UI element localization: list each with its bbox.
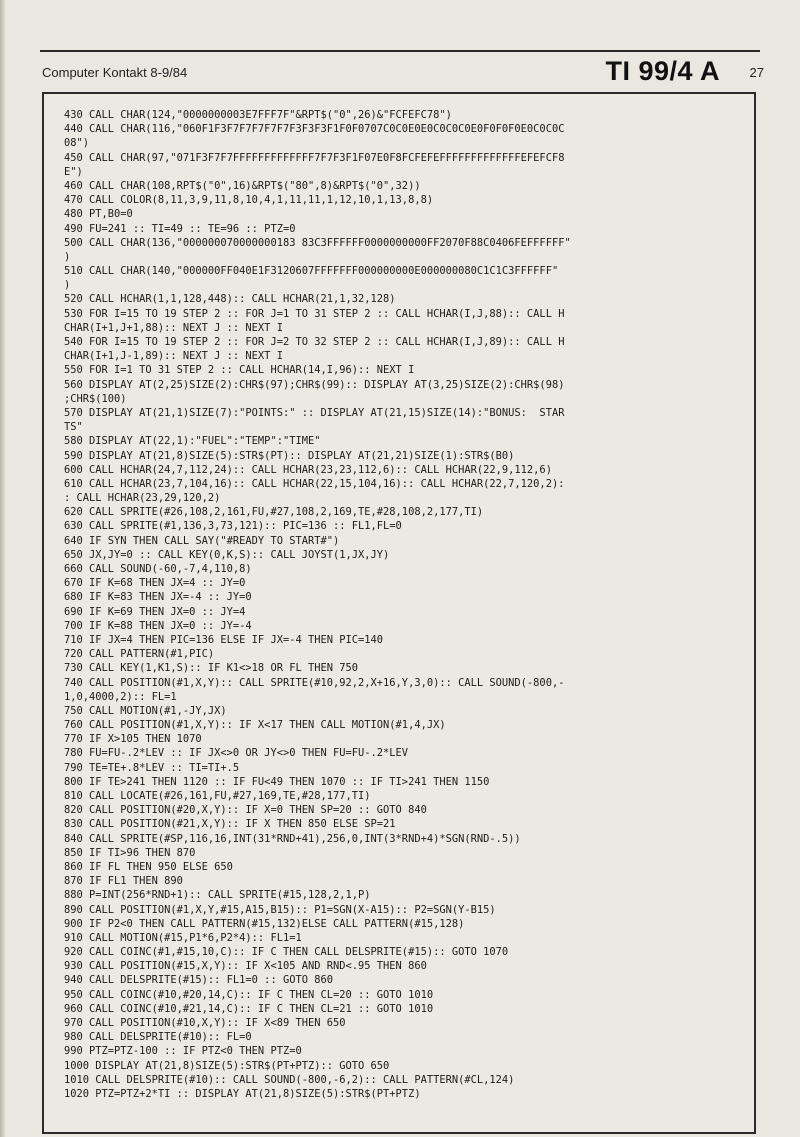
listing-line: 530 FOR I=15 TO 19 STEP 2 :: FOR J=1 TO 31 STEP 2 :: CALL HCHAR(I,J,88):: CALL H <box>64 307 565 320</box>
listing-line: 670 IF K=68 THEN JX=4 :: JY=0 <box>64 577 246 590</box>
publication-title: Computer Kontakt 8-9/84 <box>42 65 188 80</box>
page-number: 27 <box>749 65 764 80</box>
listing-line: 510 CALL CHAR(140,"000000FF040E1F3120607FFFFFFF000000000E000000080C1C1C3FFFFFF" <box>64 265 559 278</box>
listing-line: 450 CALL CHAR(97,"071F3F7F7FFFFFFFFFFFFF7F7F3F1F07E0F8FCFEFEFFFFFFFFFFFFFEFEFCF8 <box>64 151 565 164</box>
listing-line: 610 CALL HCHAR(23,7,104,16):: CALL HCHAR(22,15,104,16):: CALL HCHAR(22,7,120,2): <box>64 477 565 490</box>
listing-line: 1,0,4000,2):: FL=1 <box>64 690 177 703</box>
listing-line: 660 CALL SOUND(-60,-7,4,110,8) <box>64 563 252 575</box>
listing-line: 680 IF K=83 THEN JX=-4 :: JY=0 <box>64 591 252 604</box>
listing-line: CHAR(I+1,J+1,88):: NEXT J :: NEXT I <box>64 321 283 334</box>
listing-line: 960 CALL COINC(#10,#21,14,C):: IF C THEN CL=21 :: GOTO 1010 <box>64 1002 434 1015</box>
listing-line: 950 CALL COINC(#10,#20,14,C):: IF C THEN CL=20 :: GOTO 1010 <box>64 988 434 1001</box>
listing-line: E") <box>64 165 83 178</box>
listing-line: TS" <box>64 421 83 434</box>
page-margin-shadow <box>0 0 6 1137</box>
listing-line: 1020 PTZ=PTZ+2*TI :: DISPLAY AT(21,8)SIZE(5):STR$(PT+PTZ) <box>64 1087 421 1100</box>
listing-line: 910 CALL MOTION(#15,P1*6,P2*4):: FL1=1 <box>64 931 302 944</box>
listing-line: 740 CALL POSITION(#1,X,Y):: CALL SPRITE(#10,92,2,X+16,Y,3,0):: CALL SOUND(-800,- <box>64 676 565 689</box>
listing-line: 600 CALL HCHAR(24,7,112,24):: CALL HCHAR(23,23,112,6):: CALL HCHAR(22,9,112,6) <box>64 463 552 476</box>
page-header <box>42 56 764 86</box>
listing-line: ) <box>64 250 71 263</box>
listing-line: 860 IF FL THEN 950 ELSE 650 <box>64 860 233 873</box>
listing-line: 780 FU=FU-.2*LEV :: IF JX<>0 OR JY<>0 THEN FU=FU-.2*LEV <box>64 747 409 760</box>
listing-line: 880 P=INT(256*RND+1):: CALL SPRITE(#15,128,2,1,P) <box>64 889 371 902</box>
brand-title: TI 99/4 A <box>605 56 720 86</box>
listing-line: 430 CALL CHAR(124,"0000000003E7FFF7F"&RPT$("0",26)&"FCFEFC78") <box>64 109 452 121</box>
listing-line: 540 FOR I=15 TO 19 STEP 2 :: FOR J=2 TO 32 STEP 2 :: CALL HCHAR(I,J,89):: CALL H <box>64 336 565 348</box>
listing-line: 750 CALL MOTION(#1,-JY,JX) <box>64 704 227 717</box>
listing-line: 870 IF FL1 THEN 890 <box>64 875 183 888</box>
listing-line: 770 IF X>105 THEN 1070 <box>64 733 202 746</box>
listing-line: 580 DISPLAY AT(22,1):"FUEL":"TEMP":"TIME" <box>64 435 321 448</box>
listing-line: 470 CALL COLOR(8,11,3,9,11,8,10,4,1,11,11,1,12,10,1,13,8,8) <box>64 194 434 207</box>
listing-line: 1000 DISPLAY AT(21,8)SIZE(5):STR$(PT+PTZ):: GOTO 650 <box>64 1059 390 1072</box>
listing-line: 460 CALL CHAR(108,RPT$("0",16)&RPT$("80",8)&RPT$("0",32)) <box>64 179 421 192</box>
listing-line: 690 IF K=69 THEN JX=0 :: JY=4 <box>64 605 246 618</box>
program-listing <box>64 108 746 1101</box>
listing-line: 980 CALL DELSPRITE(#10):: FL=0 <box>64 1031 252 1044</box>
listing-line: 830 CALL POSITION(#21,X,Y):: IF X THEN 850 ELSE SP=21 <box>64 818 396 831</box>
listing-line: 800 IF TE>241 THEN 1120 :: IF FU<49 THEN 1070 :: IF TI>241 THEN 1150 <box>64 775 490 788</box>
listing-line: 940 CALL DELSPRITE(#15):: FL1=0 :: GOTO 860 <box>64 974 333 987</box>
program-listing-box <box>42 92 756 1134</box>
listing-line: 930 CALL POSITION(#15,X,Y):: IF X<105 AND RND<.95 THEN 860 <box>64 960 427 973</box>
header-rule <box>40 50 760 52</box>
listing-line: 590 DISPLAY AT(21,8)SIZE(5):STR$(PT):: DISPLAY AT(21,21)SIZE(1):STR$(B0) <box>64 449 515 462</box>
listing-line: 890 CALL POSITION(#1,X,Y,#15,A15,B15):: P1=SGN(X-A15):: P2=SGN(Y-B15) <box>64 903 496 916</box>
listing-line: 900 IF P2<0 THEN CALL PATTERN(#15,132)ELSE CALL PATTERN(#15,128) <box>64 917 465 930</box>
listing-line: 570 DISPLAY AT(21,1)SIZE(7):"POINTS:" :: DISPLAY AT(21,15)SIZE(14):"BONUS: STAR <box>64 406 565 419</box>
listing-line: 550 FOR I=1 TO 31 STEP 2 :: CALL HCHAR(14,I,96):: NEXT I <box>64 364 415 377</box>
listing-line: 720 CALL PATTERN(#1,PIC) <box>64 648 215 661</box>
listing-line: 490 FU=241 :: TI=49 :: TE=96 :: PTZ=0 <box>64 222 296 235</box>
listing-line: 970 CALL POSITION(#10,X,Y):: IF X<89 THEN 650 <box>64 1017 346 1029</box>
listing-line: CHAR(I+1,J-1,89):: NEXT J :: NEXT I <box>64 350 283 363</box>
listing-line: 810 CALL LOCATE(#26,161,FU,#27,169,TE,#28,177,TI) <box>64 790 371 802</box>
listing-line: 650 JX,JY=0 :: CALL KEY(0,K,S):: CALL JOYST(1,JX,JY) <box>64 548 390 561</box>
listing-line: 820 CALL POSITION(#20,X,Y):: IF X=0 THEN SP=20 :: GOTO 840 <box>64 804 427 817</box>
listing-line: 840 CALL SPRITE(#SP,116,16,INT(31*RND+41),256,0,INT(3*RND+4)*SGN(RND-.5)) <box>64 832 521 845</box>
listing-line: 620 CALL SPRITE(#26,108,2,161,FU,#27,108,2,169,TE,#28,108,2,177,TI) <box>64 506 484 519</box>
listing-line: 850 IF TI>96 THEN 870 <box>64 846 196 859</box>
listing-line: 790 TE=TE+.8*LEV :: TI=TI+.5 <box>64 761 240 774</box>
listing-line: 480 PT,B0=0 <box>64 208 133 221</box>
listing-line: 440 CALL CHAR(116,"060F1F3F7F7F7F7F7F3F3F3F1F0F0707C0C0E0E0C0C0C0E0F0F0F0E0C0C0C <box>64 123 565 136</box>
listing-line: 710 IF JX=4 THEN PIC=136 ELSE IF JX=-4 THEN PIC=140 <box>64 633 384 646</box>
listing-line: ) <box>64 279 71 292</box>
listing-line: 990 PTZ=PTZ-100 :: IF PTZ<0 THEN PTZ=0 <box>64 1045 302 1058</box>
listing-line: 760 CALL POSITION(#1,X,Y):: IF X<17 THEN CALL MOTION(#1,4,JX) <box>64 719 446 732</box>
listing-line: 640 IF SYN THEN CALL SAY("#READY TO START#") <box>64 534 340 547</box>
listing-line: 520 CALL HCHAR(1,1,128,448):: CALL HCHAR(21,1,32,128) <box>64 293 396 306</box>
listing-line: 560 DISPLAY AT(2,25)SIZE(2):CHR$(97);CHR$(99):: DISPLAY AT(3,25)SIZE(2):CHR$(98) <box>64 378 565 391</box>
listing-line: 920 CALL COINC(#1,#15,10,C):: IF C THEN CALL DELSPRITE(#15):: GOTO 1070 <box>64 946 509 959</box>
listing-line: 500 CALL CHAR(136,"000000070000000183 83C3FFFFFF0000000000FF2070F88C0406FEFFFFFF" <box>64 236 571 249</box>
listing-line: 700 IF K=88 THEN JX=0 :: JY=-4 <box>64 619 252 632</box>
listing-line: 08") <box>64 137 90 150</box>
listing-line: : CALL HCHAR(23,29,120,2) <box>64 492 221 505</box>
listing-line: 730 CALL KEY(1,K1,S):: IF K1<>18 OR FL THEN 750 <box>64 662 359 675</box>
listing-line: 1010 CALL DELSPRITE(#10):: CALL SOUND(-800,-6,2):: CALL PATTERN(#CL,124) <box>64 1073 515 1086</box>
listing-line: 630 CALL SPRITE(#1,136,3,73,121):: PIC=136 :: FL1,FL=0 <box>64 520 402 533</box>
listing-line: ;CHR$(100) <box>64 392 127 405</box>
